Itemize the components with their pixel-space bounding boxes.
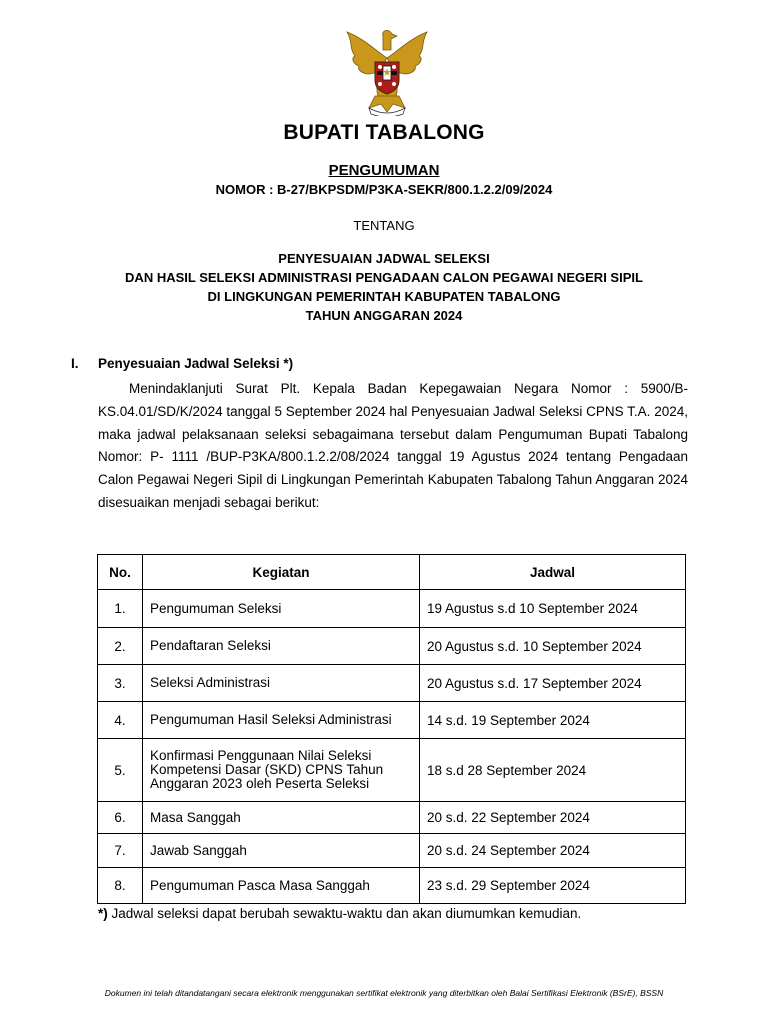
row-jadwal: 20 Agustus s.d. 17 September 2024 <box>420 665 686 702</box>
subject-line: PENYESUAIAN JADWAL SELEKSI <box>278 251 490 266</box>
row-kegiatan: Pendaftaran Seleksi <box>143 628 420 665</box>
announcement-number: NOMOR : B-27/BKPSDM/P3KA-SEKR/800.1.2.2/09/2024 <box>215 182 553 197</box>
table-row <box>98 665 686 702</box>
announcement-subject <box>0 249 768 325</box>
row-no: 1. <box>98 590 143 628</box>
row-no: 5. <box>98 739 143 802</box>
row-no: 6. <box>98 802 143 834</box>
section-paragraph: Menindaklanjuti Surat Plt. Kepala Badan Kepegawaian Negara Nomor : 5900/B-KS.04.01/SD/K/2024 tanggal 5 September 2024 hal Penyesuaian Jadwal Seleksi CPNS T.A. 2024, maka jadwal pelaksanaan seleksi sebagaimana tersebut dalam Pengumuman Bupati Tabalong Nomor: P- 1111 /BUP-P3KA/800.1.2.2/08/2024 tanggal 19 Agustus 2024 tentang Pengadaan Calon Pegawai Negeri Sipil di Lingkungan Pemerintah Kabupaten Tabalong Tahun Anggaran 2024 disesuaikan menjadi sebagai berikut: <box>98 381 688 510</box>
header-no: No. <box>98 555 143 590</box>
row-jadwal: 14 s.d. 19 September 2024 <box>420 702 686 739</box>
row-kegiatan: Seleksi Administrasi <box>143 665 420 702</box>
row-jadwal: 19 Agustus s.d 10 September 2024 <box>420 590 686 628</box>
row-no: 4. <box>98 702 143 739</box>
row-kegiatan: Pengumuman Pasca Masa Sanggah <box>143 868 420 904</box>
document-title: BUPATI TABALONG <box>283 121 485 144</box>
row-jadwal: 20 Agustus s.d. 10 September 2024 <box>420 628 686 665</box>
row-no: 8. <box>98 868 143 904</box>
row-kegiatan: Jawab Sanggah <box>143 834 420 868</box>
subject-line: DI LINGKUNGAN PEMERINTAH KABUPATEN TABALONG <box>207 289 561 304</box>
subject-line: TAHUN ANGGARAN 2024 <box>305 308 463 323</box>
row-jadwal: 20 s.d. 24 September 2024 <box>420 834 686 868</box>
electronic-signature-footer: Dokumen ini telah ditandatangani secara elektronik menggunakan sertifikat elektronik yang diterbitkan oleh Balai Sertifikasi Elektronik (BSrE), BSSN <box>104 988 664 998</box>
table-row <box>98 739 686 802</box>
note-marker: *) <box>98 906 108 921</box>
row-kegiatan: Pengumuman Hasil Seleksi Administrasi <box>143 702 420 739</box>
table-row <box>98 702 686 739</box>
about-label: TENTANG <box>353 218 415 233</box>
row-kegiatan: Masa Sanggah <box>143 802 420 834</box>
schedule-table <box>97 554 686 904</box>
subject-line: DAN HASIL SELEKSI ADMINISTRASI PENGADAAN CALON PEGAWAI NEGERI SIPIL <box>125 270 643 285</box>
row-no: 7. <box>98 834 143 868</box>
garuda-emblem-icon <box>339 28 435 116</box>
section-title: Penyesuaian Jadwal Seleksi *) <box>98 356 294 371</box>
schedule-note <box>98 906 581 921</box>
row-kegiatan: Konfirmasi Penggunaan Nilai Seleksi Kompetensi Dasar (SKD) CPNS Tahun Anggaran 2023 oleh Peserta Seleksi <box>143 739 420 802</box>
row-kegiatan: Pengumuman Seleksi <box>143 590 420 628</box>
row-no: 3. <box>98 665 143 702</box>
table-row <box>98 868 686 904</box>
table-row <box>98 590 686 628</box>
table-row <box>98 802 686 834</box>
note-text: Jadwal seleksi dapat berubah sewaktu-waktu dan akan diumumkan kemudian. <box>107 906 582 921</box>
row-jadwal: 23 s.d. 29 September 2024 <box>420 868 686 904</box>
announcement-heading: PENGUMUMAN <box>328 162 440 179</box>
row-jadwal: 18 s.d 28 September 2024 <box>420 739 686 802</box>
table-row <box>98 628 686 665</box>
header-kegiatan: Kegiatan <box>143 555 420 590</box>
row-jadwal: 20 s.d. 22 September 2024 <box>420 802 686 834</box>
header-jadwal: Jadwal <box>420 555 686 590</box>
table-header-row <box>98 555 686 590</box>
row-no: 2. <box>98 628 143 665</box>
table-row <box>98 834 686 868</box>
section-number: I. <box>71 356 79 371</box>
